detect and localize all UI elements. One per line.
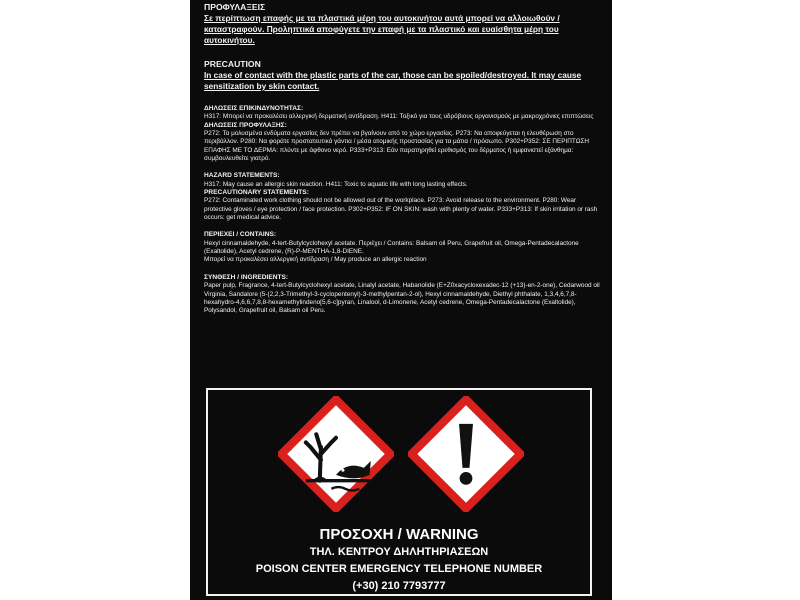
greek-precaution-body: Σε περίπτωση επαφής με τα πλαστικά μέρη του αυτοκινήτου αυτά μπορεί να αλλοιωθούν / καταστραφούν. Προληπτικά αποφύγετε την επαφή με τα πλαστικό και ευαίσθητα μέρη του αυτοκινήτου. bbox=[204, 13, 560, 45]
environment-hazard-icon bbox=[278, 396, 394, 512]
exclamation-mark-icon bbox=[408, 396, 524, 512]
hazard-statements-text: H317: May cause an allergic skin reaction. H411: Toxic to aquatic life with long lasting effects. bbox=[204, 180, 468, 188]
ingredients-text: Paper pulp, Fragrance, 4-tert-Butylcyclohexyl acetate, Linalyl acetate, Habanolide (E+Z0xacycloхexadec-12 (+13)-en-2-one), Cedarwood oil Virginia, Sandalore (5-(2,2,3-Trimethyl-3-cyclopentenyl)-3-methylpentan-2-ol), Hexyl cinnamaldehyde, Diethyl phthalate, 1,3,4,6,7,8-hexahydro-4,6,6,7,8,8-hexamethylindeno[5,6-c]pyran, Linalool, d-Limonene, Acetyl cedrene, Omega-Pentadecalactone (Exaltolide), Polysandol, Grapefruit oil, Balsam oil Peru. bbox=[204, 282, 600, 315]
precautionary-statements-heading: PRECAUTIONARY STATEMENTS: bbox=[204, 189, 309, 197]
english-precaution-title: PRECAUTION bbox=[204, 59, 261, 69]
hazard-statements-heading: HAZARD STATEMENTS: bbox=[204, 172, 280, 180]
ingredients-heading: ΣΥΝΘΕΣΗ / INGREDIENTS: bbox=[204, 273, 289, 281]
poison-center-english: POISON CENTER EMERGENCY TELEPHONE NUMBER bbox=[255, 563, 543, 575]
greek-precautionary-text: P272: Τα μολυσμένα ενδύματα εργασίας δεν πρέπει να βγαίνουν από το χώρο εργασίας. P273: Να αποφεύγεται η ελευθέρωση στο περιβάλλον. P280: Να φοράτε προστατευτικά γάντια / μέσα ατομικής προστασίας για τα μάτια / πρόσωπο. P302+P352: ΣΕ ΠΕΡΙΠΤΩΣΗ ΕΠΑΦΗΣ ΜΕ ΤΟ ΔΕΡΜΑ: πλύντε με άφθονο νερό. P333+P313: Εάν παρατηρηθεί ερεθισμός του δέρματος ή εμφανιστεί εξάνθημα: συμβουλευθείτε γιατρό. bbox=[204, 129, 590, 163]
greek-precaution-title: ΠΡΟΦΥΛΑΞΕΙΣ bbox=[204, 2, 266, 12]
signal-word: ΠΡΟΣΟΧΗ / WARNING bbox=[319, 526, 479, 543]
contains-text: Hexyl cinnamaldehyde, 4-tert-Butylcyclohexyl acetate. Περιέχει / Contains: Balsam oil Peru, Grapefruit oil, Omega-Pentadecalactone (Exaltolide), Acetyl cedrene, (R)-P-MENTHA-1,8-DIENE. bbox=[204, 239, 579, 256]
greek-precautionary-heading: ΔΗΛΩΣΕΙΣ ΠΡΟΦΥΛΑΞΗΣ: bbox=[204, 121, 287, 129]
precautionary-statements-text: P272: Contaminated work clothing should not be allowed out of the workplace. P273: Avoid release to the environment. P280: Wear protective gloves / eye protection / face protection. P302+P352: IF ON SKIN: wash with plenty of water. P333+P313: If skin irritation or rash occurs: get medical advice. bbox=[204, 197, 598, 222]
warning-panel bbox=[206, 388, 592, 596]
allergy-notice: Μπορεί να προκαλέσει αλλεργική αντίδραση / May produce an allergic reaction bbox=[204, 256, 427, 264]
product-label bbox=[190, 0, 612, 600]
greek-hazard-text: H317: Μπορεί να προκαλέσει αλλεργική δερματική αντίδραση. H411: Τοξικό για τους υδρόβιους οργανισμούς με μακροχρόνιες επιπτώσεις bbox=[204, 113, 594, 121]
greek-hazard-heading: ΔΗΛΩΣΕΙΣ ΕΠΙΚΙΝΔΥΝΟΤΗΤΑΣ: bbox=[204, 105, 304, 112]
poison-center-greek: ΤΗΛ. ΚΕΝΤΡΟΥ ΔΗΛΗΤΗΡΙΑΣΕΩΝ bbox=[309, 546, 489, 558]
english-precaution-body: In case of contact with the plastic parts of the car, those can be spoiled/destroyed. It may cause sensitization by skin contact. bbox=[204, 70, 582, 91]
label-text bbox=[204, 2, 604, 316]
poison-center-phone: (+30) 210 7793777 bbox=[352, 580, 446, 592]
contains-heading: ΠΕΡΙΕΧΕΙ / CONTAINS: bbox=[204, 231, 277, 239]
